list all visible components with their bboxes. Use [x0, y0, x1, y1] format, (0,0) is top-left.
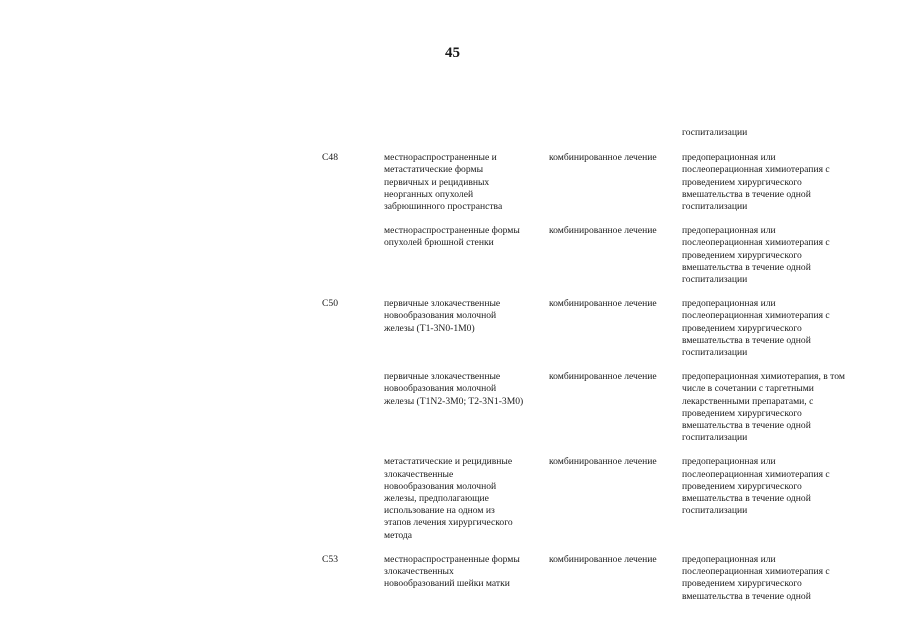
treatment-type-cell: комбинированное лечение — [549, 298, 657, 310]
method-cell: предоперационная или послеоперационная химиотерапия с проведением хирургического вмешательства в течение одной госпитализации — [682, 152, 830, 213]
table-row — [322, 298, 872, 359]
description-cell: первичные злокачественные новообразования молочной железы (T1N2-3M0; T2-3N1-3M0) — [384, 371, 524, 407]
table-row — [322, 371, 872, 444]
method-cell: предоперационная или послеоперационная химиотерапия с проведением хирургического вмешательства в течение одной госпитализации — [682, 456, 830, 517]
method-cell: предоперационная химиотерапия, в том числе в сочетании с таргетными лекарственными препаратами, с проведением хирургического вмешательства в течение одной госпитализации — [682, 371, 845, 444]
description-cell: первичные злокачественные новообразования молочной железы (T1-3N0-1M0) — [384, 298, 501, 334]
treatment-type-cell: комбинированное лечение — [549, 553, 657, 565]
table-row-continuation — [322, 127, 872, 139]
description-cell: метастатические и рецидивные злокачественные новообразования молочной железы, предполагающие использование на одном из этапов лечения хирургического метода — [384, 456, 513, 541]
description-cell: местнораспространенные и метастатические формы первичных и рецидивных неорганных опухолей забрюшинного пространства — [384, 152, 503, 213]
treatment-type-cell: комбинированное лечение — [549, 152, 657, 164]
method-cell: предоперационная или послеоперационная химиотерапия с проведением хирургического вмешательства в течение одной — [682, 553, 830, 602]
description-cell: местнораспространенные формы злокачественных новообразований шейки матки — [384, 553, 520, 590]
icd-code-cell: C48 — [322, 152, 338, 164]
method-cell: предоперационная или послеоперационная химиотерапия с проведением хирургического вмешательства в течение одной госпитализации — [682, 298, 830, 359]
icd-code-cell: C53 — [322, 553, 338, 565]
description-cell: местнораспространенные формы опухолей брюшной стенки — [384, 225, 520, 249]
treatment-type-cell: комбинированное лечение — [549, 225, 657, 237]
table-row — [322, 456, 872, 541]
treatment-type-cell: комбинированное лечение — [549, 456, 657, 468]
method-cell: предоперационная или послеоперационная химиотерапия с проведением хирургического вмешательства в течение одной госпитализации — [682, 225, 830, 286]
table-row — [322, 554, 872, 603]
treatment-table — [322, 127, 872, 603]
method-cell: госпитализации — [682, 127, 748, 138]
page-number: 45 — [445, 45, 460, 61]
table-row — [322, 152, 872, 213]
treatment-type-cell: комбинированное лечение — [549, 371, 657, 383]
table-row — [322, 225, 872, 286]
icd-code-cell: C50 — [322, 298, 338, 310]
